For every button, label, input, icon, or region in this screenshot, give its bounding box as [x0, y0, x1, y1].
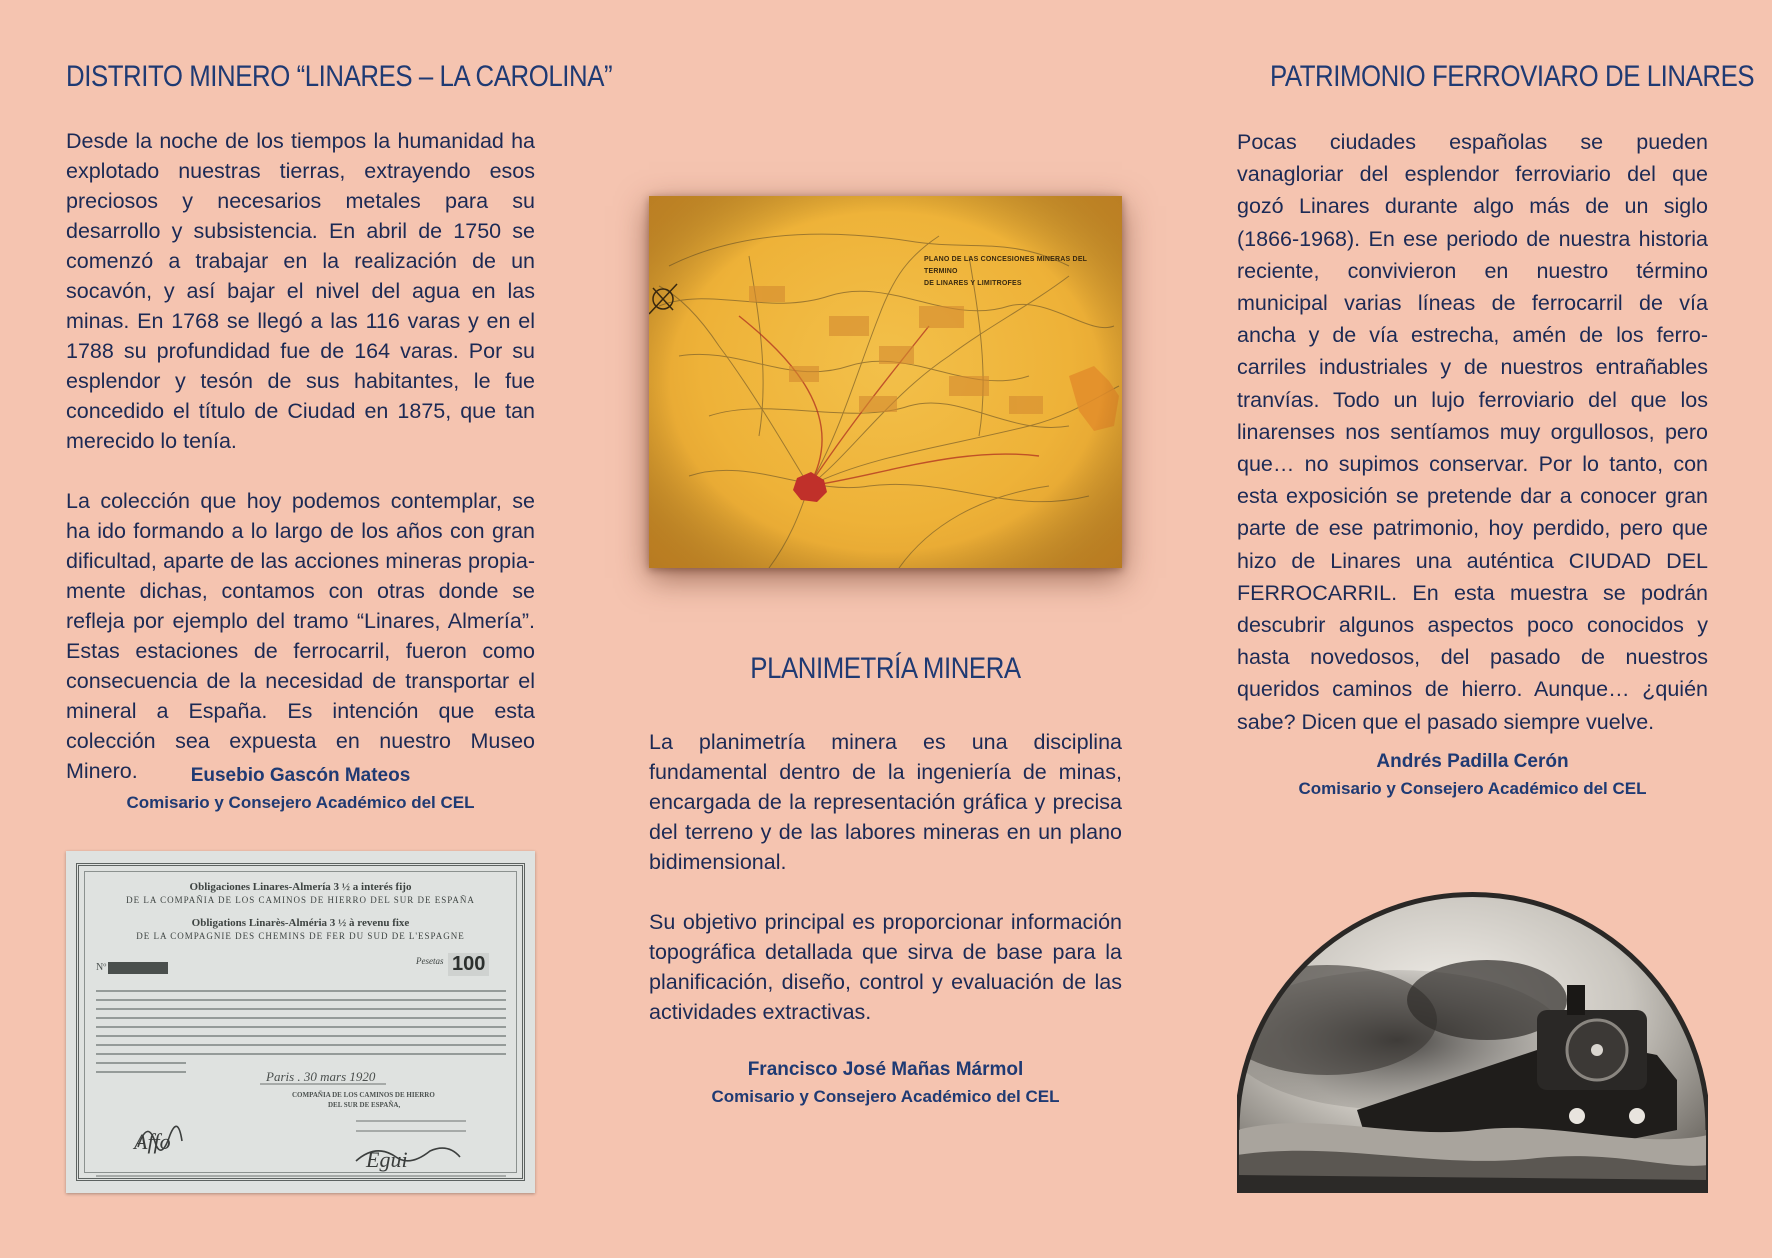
train-engraving-image: [1237, 880, 1708, 1193]
left-paragraph-1: Desde la noche de los tiempos la humanidad ha explotado nuestras tierras, extrayendo esos preciosos y necesarios metales para su desarrollo y subsistencia. En abril de 1750 se comenzó a trabajar en la realización de un socavón, y así bajar el nivel del agua en las minas. En 1768 se llegó a las 116 varas y en el 1788 su profundidad fue de 164 varas. Por su esplendor y tesón de sus habitantes, le fue concedido el título de Ciudad en 1875, que tan merecido lo tenía.: [66, 129, 535, 453]
right-paragraph-1: Pocas ciudades españolas se pueden vanagloriar del esplendor ferroviario del que gozó Linares durante algo más de un siglo (1866-1968). En ese periodo de nuestra historia reciente, convivieron en nuestro término municipal varias líneas de ferrocarril de vía ancha y de vía estrecha, amén de los ferro-carriles industriales y de nuestros entrañables tranvías. Todo un lujo ferroviario del que los linarenses nos sentíamos muy orgullosos, pero que… no supimos conservar. Por lo tanto, con esta exposición se pretende dar a conocer gran parte de ese patrimonio, hoy perdido, pero que hizo de Linares una auténtica CIUDAD DEL FERROCARRIL. En esta muestra se podrán descubrir algunos aspectos poco conocidos y hasta novedosos, del pasado de nuestros queridos caminos de hierro. Aunque… ¿quién sabe? Dicen que el pasado siempre vuelve.: [1237, 130, 1708, 734]
left-column: [66, 60, 613, 94]
right-signature-name: Andrés Padilla Cerón: [1376, 751, 1569, 772]
bond-line-3: Obligations Linarès-Alméria 3 ½ à revenu fixe: [191, 917, 410, 929]
center-signature-name: Francisco José Mañas Mármol: [747, 1059, 1024, 1080]
left-signature-role: Comisario y Consejero Académico del CEL: [126, 793, 475, 812]
bond-line-1: Obligaciones Linares-Almería 3 ½ a interés fijo: [189, 881, 412, 893]
map-drawing: [649, 196, 1122, 568]
bond-number-prefix: Nº: [96, 962, 107, 973]
map-title-line-1: PLANO DE LAS CONCESIONES MINERAS DEL TERMINO: [924, 256, 1088, 275]
center-signature: [649, 1056, 1122, 1110]
bond-line-2: DE LA COMPAÑIA DE LOS CAMINOS DE HIERRO DEL SUR DE ESPAÑA: [126, 895, 475, 905]
center-body: [649, 727, 1122, 1027]
map-title-line-2: DE LINARES Y LIMITROFES: [924, 280, 1022, 287]
left-title: DISTRITO MINERO “LINARES – LA CAROLINA”: [66, 60, 613, 93]
bond-issuer-1: COMPAÑIA DE LOS CAMINOS DE HIERRO: [292, 1091, 435, 1099]
left-signature-name: Eusebio Gascón Mateos: [190, 765, 411, 786]
bond-line-4: DE LA COMPAGNIE DES CHEMINS DE FER DU SUD DE L'ESPAGNE: [136, 931, 465, 941]
map-title: [924, 254, 1114, 290]
right-title: PATRIMONIO FERROVIARO DE LINARES: [1269, 60, 1755, 93]
left-paragraph-2: La colección que hoy podemos contemplar, se ha ido formando a lo largo de los años con gran dificultad, aparte de las acciones mineras propiamente dichas, contamos con otras donde se refleja por ejemplo del tramo “Linares, Almería”. Estas estaciones de ferrocarril, fueron como consecuencia de la necesidad de transportar el mineral a España. Es intención que esta colección sea expuesta en nuestro Museo Minero.: [66, 489, 535, 783]
center-paragraph-1: La planimetría minera es una disciplina fundamental dentro de la ingeniería de minas, encargada de la representación gráfica y precisa del terreno y de las labores mineras en un plano bidimensional.: [649, 730, 1122, 874]
bond-issuer-2: DEL SUR DE ESPAÑA,: [328, 1101, 401, 1109]
right-signature-role: Comisario y Consejero Académico del CEL: [1298, 779, 1647, 798]
train-drawing: [1237, 880, 1708, 1193]
left-signature: [66, 762, 535, 816]
center-title-wrap: [649, 652, 1122, 686]
center-signature-role: Comisario y Consejero Académico del CEL: [711, 1087, 1060, 1106]
center-paragraph-2: Su objetivo principal es proporcionar información topográfica detallada que sirva de base para la planificación, diseño, control y evaluación de las actividades extractivas.: [649, 910, 1122, 1024]
right-title-wrap: [1237, 60, 1755, 94]
left-body: [66, 126, 535, 786]
bond-place-date: Paris . 30 mars 1920: [266, 1069, 376, 1084]
mining-map-image: [649, 196, 1122, 568]
bond-certificate-image: [66, 851, 535, 1193]
bond-amount: 100: [448, 953, 489, 976]
bond-signature-right: Egui: [366, 1147, 408, 1172]
bond-pesetas-label: Pesetas: [416, 956, 444, 966]
right-body: [1237, 126, 1708, 738]
bond-signature-left: Affo: [134, 1129, 171, 1154]
center-title: PLANIMETRÍA MINERA: [750, 652, 1021, 685]
right-signature: [1237, 748, 1708, 802]
